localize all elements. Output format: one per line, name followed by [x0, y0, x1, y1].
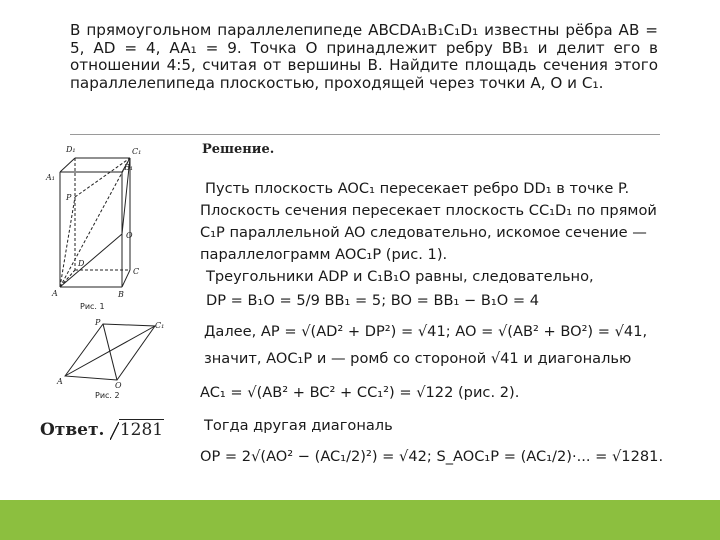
solution-line-11: OP = 2√(AO² − (AC₁/2)²) = √42; S_AOC₁P = (AC₁/2)·... = √1281. — [200, 448, 664, 465]
fig2-label-p: P — [95, 318, 101, 327]
fig1-label-d1: D₁ — [66, 145, 76, 154]
solution-line-8: значит, AOC₁P и — ромб со стороной √41 и диагональю — [204, 350, 632, 367]
figure-2-rhombus — [55, 318, 165, 400]
solution-line-10: Тогда другая диагональ — [204, 417, 393, 434]
solution-line-1: Пусть плоскость AOC₁ пересекает ребро DD₁ в точке P. — [205, 180, 630, 197]
solution-line-3: C₁P параллельной AO следовательно, искомое сечение — — [200, 224, 647, 241]
solution-line-5: Треугольники ADP и C₁B₁O равны, следовательно, — [206, 268, 594, 285]
fig1-label-a1: A₁ — [46, 173, 55, 182]
fig1-label-a: A — [52, 289, 58, 298]
fig1-label-o: O — [126, 231, 133, 240]
problem-statement — [70, 22, 658, 92]
fig2-label-a: A — [57, 377, 63, 386]
answer-sqrt — [110, 420, 164, 440]
fig1-label-b1: B₁ — [124, 163, 134, 172]
answer — [40, 420, 164, 440]
fig1-label-b: B — [118, 290, 124, 299]
fig1-caption: Рис. 1 — [80, 302, 105, 311]
fig2-label-o: O — [115, 381, 122, 390]
fig1-label-d: D — [78, 259, 85, 268]
problem-text: В прямоугольном параллелепипеде ABCDA₁B₁C₁D₁ известны рёбра AB = 5, AD = 4, AA₁ = 9. Точка O принадлежит ребру BB₁ и делит его в отношении 4:5, считая от вершины B. Найдите площадь сечения этого параллелепипеда плоскостью, проходящей через точки A, O и C₁. — [70, 21, 658, 92]
solution-title: Решение. — [202, 142, 275, 157]
fig1-label-c: C — [133, 267, 140, 276]
answer-label: Ответ. — [40, 420, 105, 440]
answer-value: 1281 — [119, 420, 164, 440]
solution-line-2: Плоскость сечения пересекает плоскость CC₁D₁ по прямой — [200, 202, 657, 219]
solution-line-9: AC₁ = √(AB² + BC² + CC₁²) = √122 (рис. 2). — [200, 384, 520, 401]
solution-line-6: DP = B₁O = 5/9 BB₁ = 5; BO = BB₁ − B₁O = 4 — [206, 292, 540, 309]
figure-1-parallelepiped — [40, 142, 190, 312]
fig1-label-p: P — [66, 193, 72, 202]
solution-line-4: параллелограмм AOC₁P (рис. 1). — [200, 246, 448, 263]
solution-line-7: Далее, AP = √(AD² + DP²) = √41; AO = √(AB² + BO²) = √41, — [204, 323, 648, 340]
fig2-caption: Рис. 2 — [95, 391, 120, 400]
fig2-label-c1: C₁ — [155, 321, 165, 330]
divider — [70, 134, 660, 135]
footer-bar — [0, 500, 720, 540]
fig1-label-c1: C₁ — [132, 147, 142, 156]
